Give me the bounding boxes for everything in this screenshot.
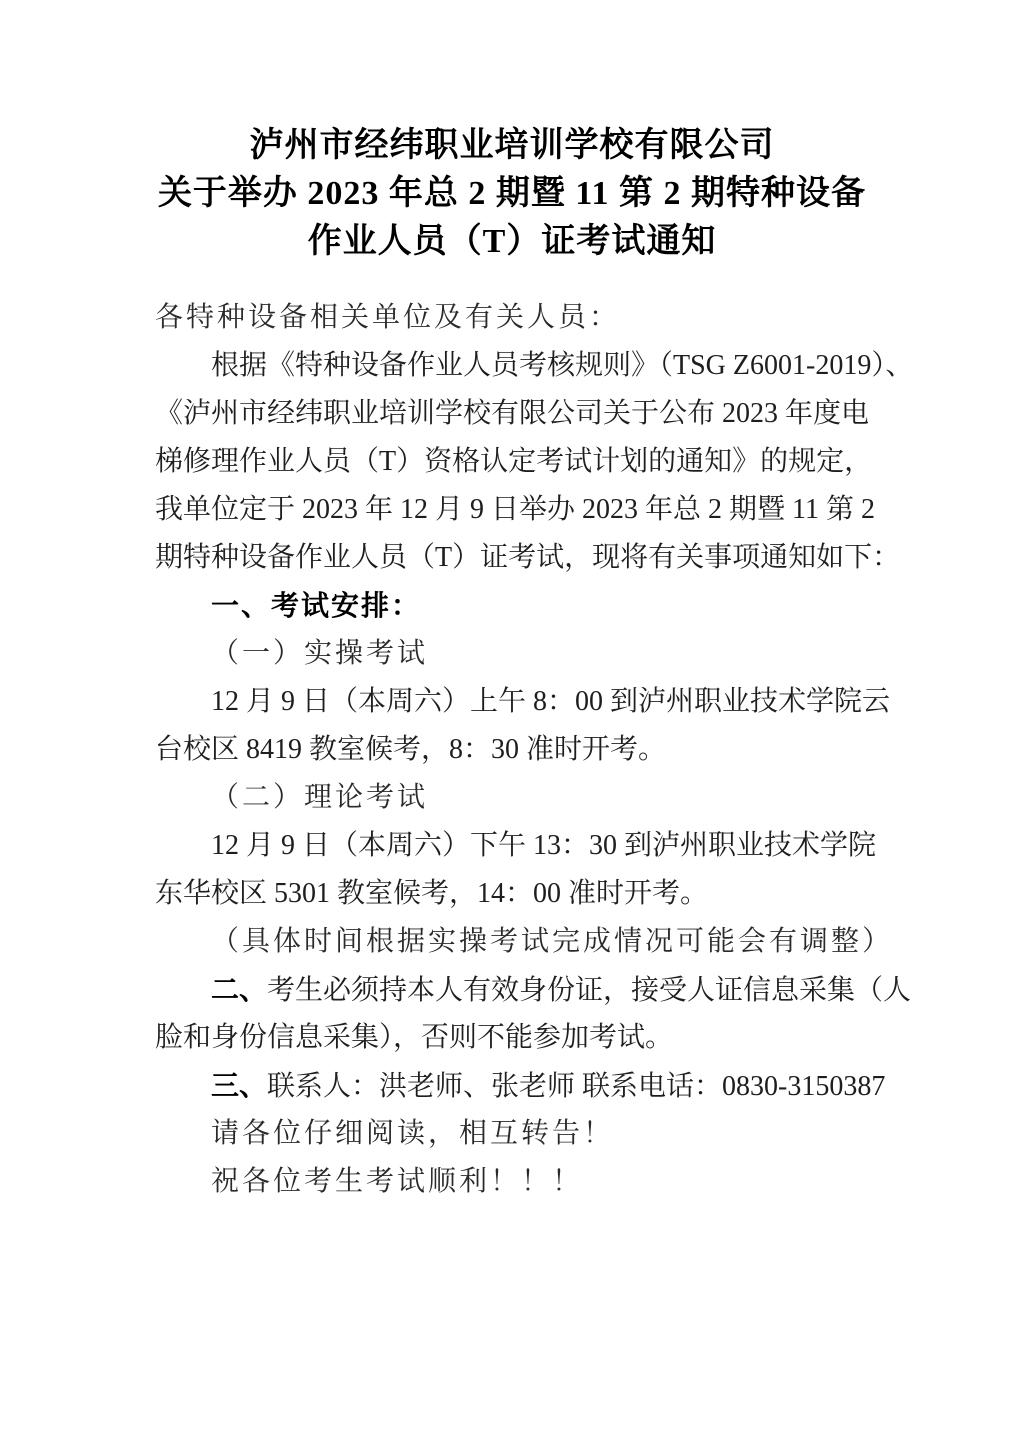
practical-exam-line-2: 台校区 8419 教室候考，8：30 准时开考。 (155, 734, 667, 765)
title-line-2: 关于举办 2023 年总 2 期暨 11 第 2 期特种设备 (157, 175, 867, 212)
intro-line-3: 梯修理作业人员（T）资格认定考试计划的通知》的规定， (155, 446, 873, 477)
section-3-line (155, 1062, 886, 1110)
notice-body (155, 294, 914, 1206)
title-line-3: 作业人员（T）证考试通知 (307, 223, 717, 260)
intro-line-1: 根据《特种设备作业人员考核规则》（TSG Z6001-2019）、 (211, 350, 914, 381)
notice-title (152, 0, 872, 266)
schedule-note-line: （具体时间根据实操考试完成情况可能会有调整） (211, 926, 894, 957)
title-line-1: 泸州市经纬职业培训学校有限公司 (249, 127, 775, 164)
subsection-1-heading: （一）实操考试 (211, 638, 429, 669)
intro-line-2: 《泸州市经纬职业培训学校有限公司关于公布 2023 年度电 (155, 398, 870, 429)
theory-exam-line-1: 12 月 9 日（本周六）下午 13：30 到泸州职业技术学院 (211, 830, 877, 861)
section-2-line-1 (155, 966, 912, 1014)
intro-line-4: 我单位定于 2023 年 12 月 9 日举办 2023 年总 2 期暨 11 第 2 (155, 494, 875, 525)
section-3-marker: 三、 (211, 1070, 268, 1101)
section-3-text: 联系人：洪老师、张老师 联系电话：0830-3150387 (267, 1071, 886, 1102)
section-1-heading: 一、考试安排： (211, 590, 422, 621)
practical-exam-line-1: 12 月 9 日（本周六）上午 8：00 到泸州职业技术学院云 (211, 686, 891, 717)
section-2-line-2: 脸和身份信息采集），否则不能参加考试。 (155, 1022, 674, 1053)
subsection-2-heading: （二）理论考试 (211, 782, 429, 813)
theory-exam-line-2: 东华校区 5301 教室候考，14：00 准时开考。 (155, 878, 709, 909)
intro-line-5: 期特种设备作业人员（T）证考试，现将有关事项通知如下： (155, 542, 901, 573)
salutation-line: 各特种设备相关单位及有关人员： (155, 302, 621, 333)
closing-line-2: 祝各位考生考试顺利！！！ (211, 1166, 584, 1197)
section-2-marker: 二、 (211, 974, 268, 1005)
section-2-text: 考生必须持本人有效身份证，接受人证信息采集（人 (267, 975, 912, 1006)
closing-line-1: 请各位仔细阅读，相互转告！ (211, 1118, 615, 1149)
